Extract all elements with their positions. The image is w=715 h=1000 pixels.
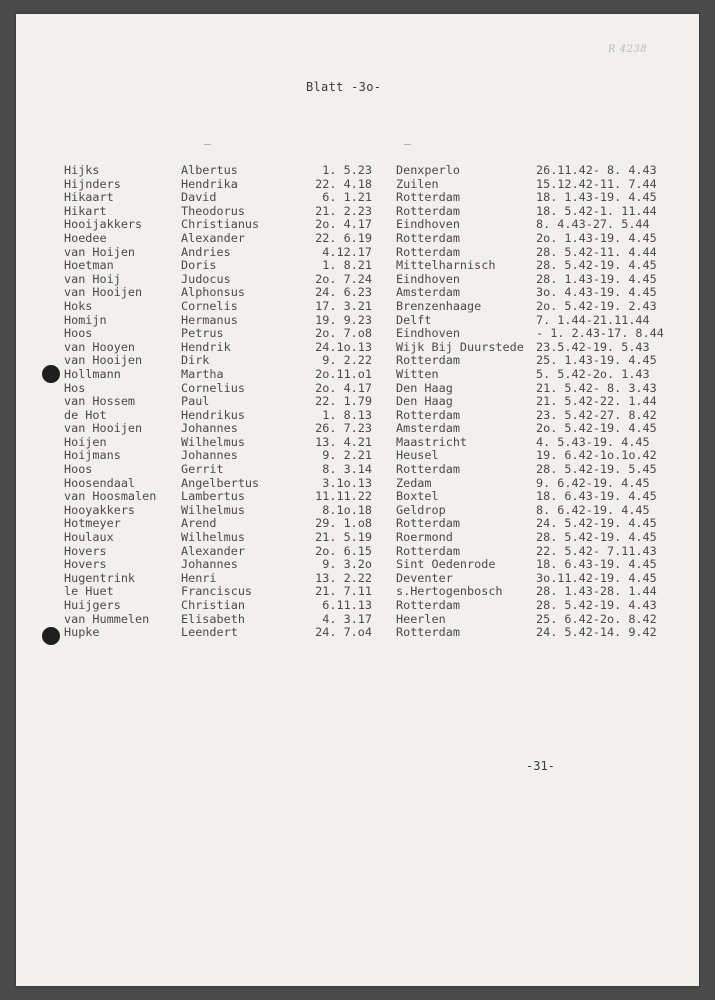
period: 5. 5.42-2o. 1.43 [536, 366, 650, 381]
place: Sint Oedenrode [396, 557, 496, 572]
first-name: Wilhelmus [181, 502, 245, 517]
period: 19. 6.42-1o.1o.42 [536, 448, 657, 463]
first-name: Cornelius [181, 380, 245, 395]
surname: Hoos [64, 462, 93, 477]
first-name: Johannes [181, 421, 238, 436]
place: Eindhoven [396, 217, 460, 232]
period: 9. 6.42-19. 4.45 [536, 475, 650, 490]
record-row [64, 599, 694, 613]
birth-date: 4.12.17 [322, 244, 372, 259]
first-name: Arend [181, 516, 217, 531]
place: Rotterdam [396, 244, 460, 259]
record-row [64, 626, 694, 640]
first-name: Doris [181, 258, 217, 273]
birth-date: 2o. 7.24 [315, 271, 372, 286]
first-name: Hendrikus [181, 407, 245, 422]
period: 3o. 4.43-19. 4.45 [536, 285, 657, 300]
page-number: -31- [526, 759, 555, 773]
period: 4. 5.43-19. 4.45 [536, 434, 650, 449]
place: Boxtel [396, 489, 439, 504]
surname: Hikart [64, 203, 107, 218]
record-row [64, 341, 694, 355]
record-row [64, 191, 694, 205]
first-name: Gerrit [181, 462, 224, 477]
record-row [64, 545, 694, 559]
place: Rotterdam [396, 190, 460, 205]
period: 3o.11.42-19. 4.45 [536, 570, 657, 585]
column-mark: ‾ [204, 142, 211, 155]
place: Heerlen [396, 611, 446, 626]
surname: Hos [64, 380, 86, 395]
birth-date: 6. 1.21 [322, 190, 372, 205]
record-row [64, 218, 694, 232]
period: 2o. 1.43-19. 4.45 [536, 230, 657, 245]
birth-date: 1. 8.13 [322, 407, 372, 422]
period: 18. 5.42-1. 11.44 [536, 203, 657, 218]
birth-date: 24.1o.13 [315, 339, 372, 354]
record-row [64, 517, 694, 531]
place: Den Haag [396, 394, 453, 409]
first-name: Christian [181, 598, 245, 612]
surname: Huijgers [64, 598, 121, 612]
first-name: Martha [181, 366, 224, 381]
surname: van Hooijen [64, 285, 143, 300]
record-row [64, 314, 694, 328]
surname: Hoijen [64, 434, 107, 449]
place: Geldrop [396, 502, 446, 517]
period: 28. 5.42-11. 4.44 [536, 244, 657, 259]
surname: Homijn [64, 312, 107, 327]
archive-stamp: R 4238 [608, 44, 648, 55]
first-name: Wilhelmus [181, 530, 245, 545]
birth-date: 1. 5.23 [322, 163, 372, 177]
punch-hole [42, 365, 60, 383]
period: 28. 5.42-19. 4.45 [536, 258, 657, 273]
period: 18. 6.43-19. 4.45 [536, 489, 657, 504]
birth-date: 29. 1.o8 [315, 516, 372, 531]
first-name: Albertus [181, 163, 238, 177]
birth-date: 22. 4.18 [315, 176, 372, 191]
birth-date: 1. 8.21 [322, 258, 372, 273]
place: Rotterdam [396, 543, 460, 558]
period: 7. 1.44-21.11.44 [536, 312, 650, 327]
first-name: Andries [181, 244, 231, 259]
place: Delft [396, 312, 432, 327]
first-name: Elisabeth [181, 611, 245, 626]
period: 26.11.42- 8. 4.43 [536, 163, 657, 177]
surname: Hupke [64, 625, 100, 640]
first-name: Hendrik [181, 339, 231, 354]
period: 25. 6.42-2o. 8.42 [536, 611, 657, 626]
period: 24. 5.42-19. 4.45 [536, 516, 657, 531]
record-row [64, 395, 694, 409]
surname: Hoedee [64, 230, 107, 245]
first-name: Johannes [181, 557, 238, 572]
period: 28. 1.43-28. 1.44 [536, 584, 657, 599]
birth-date: 9. 2.22 [322, 353, 372, 368]
surname: van Hooyen [64, 339, 136, 354]
place: Rotterdam [396, 462, 460, 477]
place: Witten [396, 366, 439, 381]
record-row [64, 178, 694, 192]
birth-date: 19. 9.23 [315, 312, 372, 327]
place: Wijk Bij Duurstede [396, 339, 524, 354]
first-name: Hendrika [181, 176, 238, 191]
birth-date: 22. 1.79 [315, 394, 372, 409]
birth-date: 3.1o.13 [322, 475, 372, 490]
place: Deventer [396, 570, 453, 585]
birth-date: 8. 3.14 [322, 462, 372, 477]
birth-date: 24. 7.o4 [315, 625, 372, 640]
record-row [64, 273, 694, 287]
record-row [64, 490, 694, 504]
first-name: Dirk [181, 353, 210, 368]
place: Rotterdam [396, 353, 460, 368]
record-row [64, 246, 694, 260]
birth-date: 11.11.22 [315, 489, 372, 504]
surname: le Huet [64, 584, 114, 599]
surname: Hovers [64, 543, 107, 558]
first-name: Paul [181, 394, 210, 409]
birth-date: 8.1o.18 [322, 502, 372, 517]
first-name: Alphonsus [181, 285, 245, 300]
first-name: Franciscus [181, 584, 253, 599]
record-row [64, 449, 694, 463]
record-row [64, 477, 694, 491]
record-row [64, 558, 694, 572]
first-name: Leendert [181, 625, 238, 640]
first-name: Cornelis [181, 298, 238, 313]
record-list [64, 164, 694, 640]
surname: Hooyakkers [64, 502, 136, 517]
first-name: Johannes [181, 448, 238, 463]
first-name: Wilhelmus [181, 434, 245, 449]
surname: Hijnders [64, 176, 121, 191]
period: 8. 4.43-27. 5.44 [536, 217, 650, 232]
first-name: Theodorus [181, 203, 245, 218]
record-row [64, 585, 694, 599]
surname: Hikaart [64, 190, 114, 205]
period: 18. 1.43-19. 4.45 [536, 190, 657, 205]
birth-date: 2o. 4.17 [315, 380, 372, 395]
place: Mittelharnisch [396, 258, 496, 273]
birth-date: 22. 6.19 [315, 230, 372, 245]
record-row [64, 164, 694, 178]
surname: van Hooijen [64, 421, 143, 436]
first-name: David [181, 190, 217, 205]
page-header: Blatt -3o- [306, 80, 382, 94]
first-name: Petrus [181, 326, 224, 341]
period: 25. 1.43-19. 4.45 [536, 353, 657, 368]
birth-date: 13. 4.21 [315, 434, 372, 449]
birth-date: 9. 2.21 [322, 448, 372, 463]
surname: Hovers [64, 557, 107, 572]
place: s.Hertogenbosch [396, 584, 503, 599]
record-row [64, 613, 694, 627]
period: 2o. 5.42-19. 2.43 [536, 298, 657, 313]
column-mark: ‾ [404, 142, 411, 155]
period: 28. 5.42-19. 5.45 [536, 462, 657, 477]
place: Denxperlo [396, 163, 460, 177]
place: Zuilen [396, 176, 439, 191]
birth-date: 6.11.13 [322, 598, 372, 612]
birth-date: 2o. 4.17 [315, 217, 372, 232]
surname: Hoos [64, 326, 93, 341]
first-name: Hermanus [181, 312, 238, 327]
record-row [64, 436, 694, 450]
record-row [64, 368, 694, 382]
record-row [64, 422, 694, 436]
record-row [64, 286, 694, 300]
place: Rotterdam [396, 203, 460, 218]
period: 23. 5.42-27. 8.42 [536, 407, 657, 422]
place: Eindhoven [396, 271, 460, 286]
record-row [64, 382, 694, 396]
place: Heusel [396, 448, 439, 463]
birth-date: 2o. 7.o8 [315, 326, 372, 341]
surname: Hugentrink [64, 570, 136, 585]
birth-date: 4. 3.17 [322, 611, 372, 626]
period: 28. 5.42-19. 4.43 [536, 598, 657, 612]
period: 2o. 5.42-19. 4.45 [536, 421, 657, 436]
surname: van Hoij [64, 271, 121, 286]
birth-date: 21. 2.23 [315, 203, 372, 218]
place: Zedam [396, 475, 432, 490]
period: 8. 6.42-19. 4.45 [536, 502, 650, 517]
first-name: Alexander [181, 543, 245, 558]
record-row [64, 259, 694, 273]
surname: van Hoosmalen [64, 489, 157, 504]
surname: de Hot [64, 407, 107, 422]
place: Rotterdam [396, 598, 460, 612]
birth-date: 21. 5.19 [315, 530, 372, 545]
birth-date: 2o. 6.15 [315, 543, 372, 558]
record-row [64, 463, 694, 477]
record-row [64, 531, 694, 545]
record-row [64, 572, 694, 586]
surname: Hollmann [64, 366, 121, 381]
birth-date: 2o.11.o1 [315, 366, 372, 381]
place: Rotterdam [396, 230, 460, 245]
surname: Hoosendaal [64, 475, 136, 490]
period: 15.12.42-11. 7.44 [536, 176, 657, 191]
punch-hole [42, 627, 60, 645]
record-row [64, 354, 694, 368]
record-row [64, 205, 694, 219]
surname: van Hooijen [64, 353, 143, 368]
place: Rotterdam [396, 407, 460, 422]
record-row [64, 232, 694, 246]
place: Rotterdam [396, 625, 460, 640]
birth-date: 24. 6.23 [315, 285, 372, 300]
place: Den Haag [396, 380, 453, 395]
surname: Hotmeyer [64, 516, 121, 531]
birth-date: 21. 7.11 [315, 584, 372, 599]
period: 24. 5.42-14. 9.42 [536, 625, 657, 640]
period: 28. 1.43-19. 4.45 [536, 271, 657, 286]
place: Amsterdam [396, 285, 460, 300]
record-row [64, 504, 694, 518]
first-name: Angelbertus [181, 475, 260, 490]
document-page [16, 14, 699, 986]
surname: van Hummelen [64, 611, 150, 626]
period: 21. 5.42-22. 1.44 [536, 394, 657, 409]
surname: van Hossem [64, 394, 136, 409]
surname: Houlaux [64, 530, 114, 545]
place: Brenzenhaage [396, 298, 482, 313]
first-name: Alexander [181, 230, 245, 245]
surname: Hoetman [64, 258, 114, 273]
first-name: Henri [181, 570, 217, 585]
birth-date: 17. 3.21 [315, 298, 372, 313]
period: 22. 5.42- 7.11.43 [536, 543, 657, 558]
period: - 1. 2.43-17. 8.44 [536, 326, 664, 341]
surname: Hooijakkers [64, 217, 143, 232]
surname: Hijks [64, 163, 100, 177]
place: Maastricht [396, 434, 468, 449]
first-name: Lambertus [181, 489, 245, 504]
period: 18. 6.43-19. 4.45 [536, 557, 657, 572]
period: 28. 5.42-19. 4.45 [536, 530, 657, 545]
place: Amsterdam [396, 421, 460, 436]
surname: van Hoijen [64, 244, 136, 259]
place: Rotterdam [396, 516, 460, 531]
record-row [64, 300, 694, 314]
birth-date: 9. 3.2o [322, 557, 372, 572]
period: 23.5.42-19. 5.43 [536, 339, 650, 354]
surname: Hoijmans [64, 448, 121, 463]
first-name: Christianus [181, 217, 260, 232]
first-name: Judocus [181, 271, 231, 286]
record-row [64, 409, 694, 423]
place: Eindhoven [396, 326, 460, 341]
birth-date: 13. 2.22 [315, 570, 372, 585]
birth-date: 26. 7.23 [315, 421, 372, 436]
period: 21. 5.42- 8. 3.43 [536, 380, 657, 395]
record-row [64, 327, 694, 341]
place: Roermond [396, 530, 453, 545]
surname: Hoks [64, 298, 93, 313]
